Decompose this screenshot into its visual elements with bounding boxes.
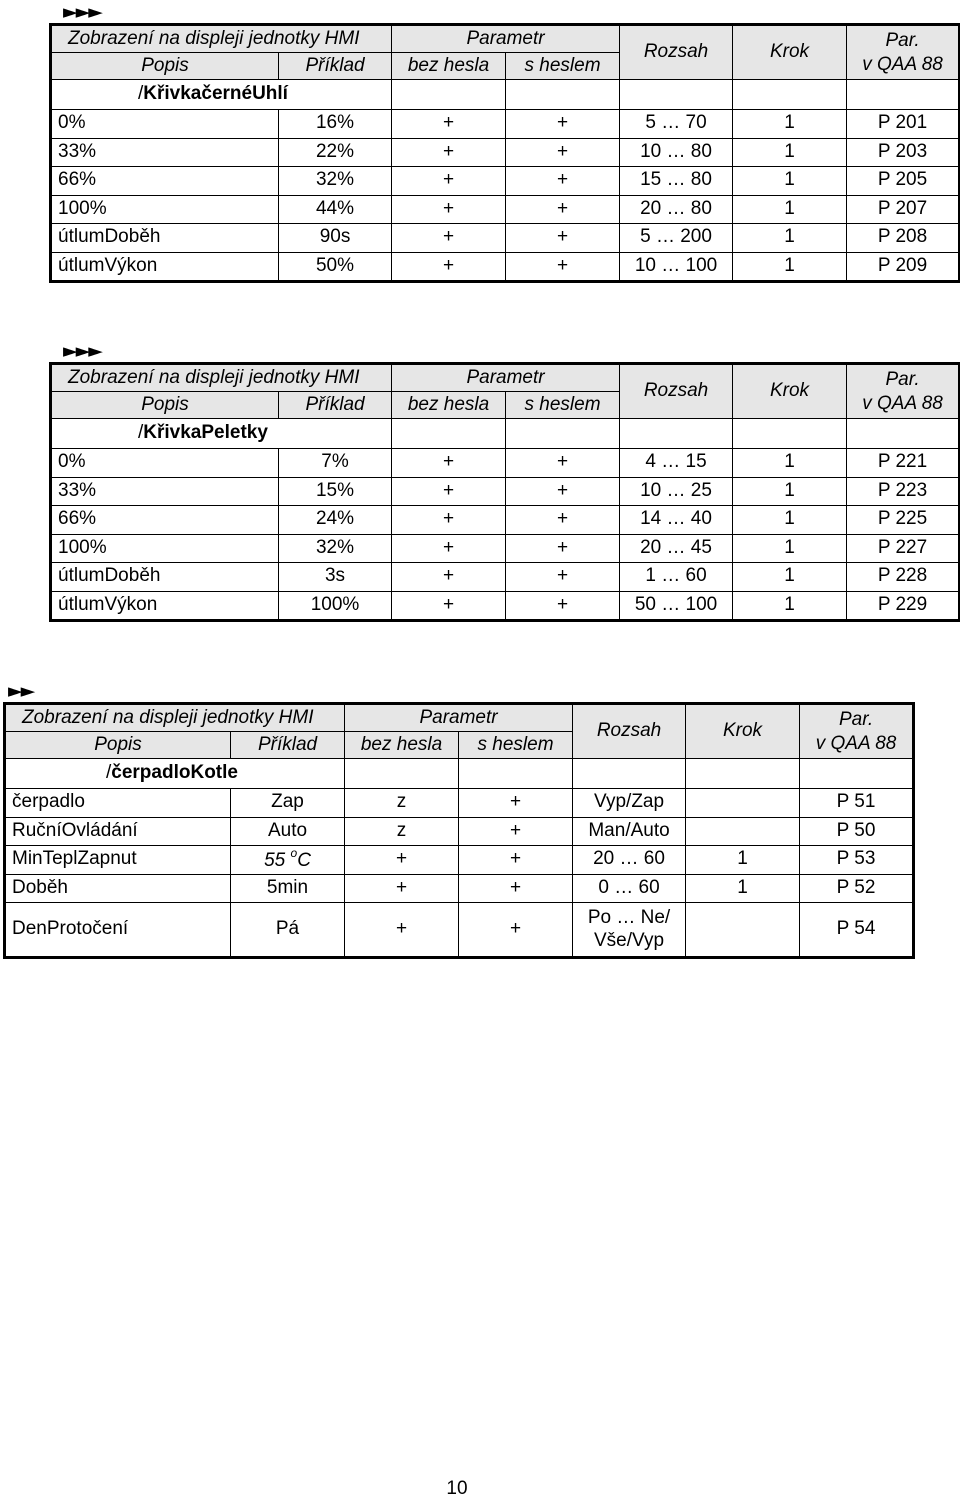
cell-bez-hesla: + [392, 110, 506, 139]
cell-rozsah: 20 … 60 [573, 846, 686, 875]
cell-par: P 203 [847, 138, 960, 167]
header-bez-hesla: bez hesla [345, 732, 459, 759]
cell-krok: 1 [733, 195, 847, 224]
header-s-heslem: s heslem [506, 392, 620, 419]
cell-priklad: 32% [279, 534, 392, 563]
cell-popis: 100% [51, 195, 279, 224]
header-par [800, 704, 914, 759]
section-arrows-1: ►►► [63, 1, 101, 23]
cell-s-heslem: + [506, 252, 620, 282]
cell-popis: 33% [51, 477, 279, 506]
cell-s-heslem: + [506, 110, 620, 139]
cell-bez-hesla: + [392, 477, 506, 506]
section-title [51, 419, 392, 449]
header-par [847, 364, 960, 419]
table-row [5, 817, 914, 846]
cell-s-heslem: + [506, 167, 620, 196]
cell-par: P 50 [800, 817, 914, 846]
cell-priklad: 24% [279, 506, 392, 535]
cell-par: P 51 [800, 789, 914, 818]
temp-unit: C [297, 850, 311, 872]
header-rozsah: Rozsah [573, 704, 686, 759]
cell-par: P 53 [800, 846, 914, 875]
section-arrows-3: ►► [8, 680, 34, 702]
section-title-prefix: / [106, 762, 112, 784]
degree-sign: o [290, 846, 298, 861]
cell-bez-hesla: + [392, 534, 506, 563]
table-row [51, 195, 960, 224]
table-row [5, 903, 914, 958]
cell-priklad: 100% [279, 591, 392, 621]
cell-bez-hesla: + [392, 195, 506, 224]
cell-popis: čerpadlo [5, 789, 231, 818]
header-par-line2: v QAA 88 [815, 732, 897, 754]
cell-rozsah: 5 … 200 [620, 224, 733, 253]
cell-popis: útlumDoběh [51, 224, 279, 253]
cell-rozsah: 10 … 80 [620, 138, 733, 167]
param-table-cerpadlo-kotle [3, 702, 915, 959]
table-row [5, 846, 914, 875]
header-priklad: Příklad [231, 732, 345, 759]
header-par-line1: Par. [838, 708, 874, 730]
header-display: Zobrazení na displeji jednotky HMI [5, 704, 345, 732]
cell-bez-hesla: + [392, 449, 506, 478]
cell-krok: 1 [733, 167, 847, 196]
cell-par: P 205 [847, 167, 960, 196]
header-rozsah: Rozsah [620, 25, 733, 80]
cell-s-heslem: + [506, 195, 620, 224]
cell-rozsah: 15 … 80 [620, 167, 733, 196]
range-line-1: Po … Ne/ [587, 906, 671, 928]
cell-popis: útlumVýkon [51, 591, 279, 621]
cell-krok: 1 [733, 449, 847, 478]
cell-krok: 1 [733, 138, 847, 167]
cell-s-heslem: + [506, 477, 620, 506]
cell-krok: 1 [733, 563, 847, 592]
header-par-line1: Par. [885, 29, 920, 51]
header-priklad: Příklad [279, 53, 392, 80]
cell-s-heslem: + [459, 846, 573, 875]
header-krok: Krok [733, 25, 847, 80]
cell-s-heslem: + [506, 534, 620, 563]
cell-krok: 1 [733, 110, 847, 139]
cell-s-heslem: + [459, 789, 573, 818]
cell-par: P 227 [847, 534, 960, 563]
table-row [51, 224, 960, 253]
header-bez-hesla: bez hesla [392, 53, 506, 80]
cell-bez-hesla: z [345, 789, 459, 818]
table-row [51, 591, 960, 621]
cell-rozsah: 50 … 100 [620, 591, 733, 621]
cell-priklad [231, 846, 345, 875]
cell-par: P 221 [847, 449, 960, 478]
cell-bez-hesla: + [392, 224, 506, 253]
cell-priklad: 50% [279, 252, 392, 282]
section-title-prefix: / [138, 83, 144, 105]
table-row [51, 534, 960, 563]
cell-priklad: 22% [279, 138, 392, 167]
cell-s-heslem: + [459, 817, 573, 846]
header-rozsah: Rozsah [620, 364, 733, 419]
header-popis: Popis [51, 53, 279, 80]
table-row [51, 138, 960, 167]
header-parametr: Parametr [392, 25, 620, 53]
cell-bez-hesla: + [392, 167, 506, 196]
cell-priklad: 44% [279, 195, 392, 224]
section-title [5, 759, 345, 789]
cell-krok: 1 [733, 252, 847, 282]
cell-s-heslem: + [506, 138, 620, 167]
temp-value: 55 [264, 850, 286, 872]
cell-priklad: Auto [231, 817, 345, 846]
cell-rozsah: 20 … 45 [620, 534, 733, 563]
cell-krok: 1 [686, 874, 800, 903]
param-table-krivka-cerne-uhli [49, 23, 960, 283]
cell-popis: DenProtočení [5, 903, 231, 958]
table-row [5, 874, 914, 903]
cell-popis: 66% [51, 167, 279, 196]
header-bez-hesla: bez hesla [392, 392, 506, 419]
cell-rozsah: 0 … 60 [573, 874, 686, 903]
cell-bez-hesla: + [345, 874, 459, 903]
cell-bez-hesla: + [392, 252, 506, 282]
section-title-text: čerpadloKotle [111, 762, 238, 784]
table-row [51, 563, 960, 592]
cell-bez-hesla: + [392, 506, 506, 535]
cell-rozsah: Man/Auto [573, 817, 686, 846]
cell-krok: 1 [733, 534, 847, 563]
header-s-heslem: s heslem [459, 732, 573, 759]
cell-priklad: Zap [231, 789, 345, 818]
header-popis: Popis [5, 732, 231, 759]
cell-popis: 33% [51, 138, 279, 167]
cell-par: P 209 [847, 252, 960, 282]
cell-bez-hesla: z [345, 817, 459, 846]
cell-s-heslem: + [506, 449, 620, 478]
section-arrows-2: ►►► [63, 340, 101, 362]
cell-par: P 52 [800, 874, 914, 903]
cell-krok: 1 [733, 506, 847, 535]
cell-priklad: 3s [279, 563, 392, 592]
cell-par: P 229 [847, 591, 960, 621]
cell-s-heslem: + [506, 591, 620, 621]
param-table-krivka-peletky [49, 362, 960, 622]
cell-s-heslem: + [506, 224, 620, 253]
cell-krok [686, 789, 800, 818]
cell-priklad: 90s [279, 224, 392, 253]
cell-bez-hesla: + [345, 846, 459, 875]
table-row [51, 506, 960, 535]
cell-krok: 1 [686, 846, 800, 875]
cell-bez-hesla: + [392, 591, 506, 621]
cell-bez-hesla: + [345, 903, 459, 958]
cell-rozsah: 10 … 100 [620, 252, 733, 282]
cell-priklad: 16% [279, 110, 392, 139]
cell-bez-hesla: + [392, 563, 506, 592]
cell-krok: 1 [733, 591, 847, 621]
cell-popis: 0% [51, 110, 279, 139]
cell-popis: Doběh [5, 874, 231, 903]
cell-rozsah: 10 … 25 [620, 477, 733, 506]
cell-krok: 1 [733, 477, 847, 506]
header-parametr: Parametr [392, 364, 620, 392]
cell-par: P 228 [847, 563, 960, 592]
cell-rozsah: Vyp/Zap [573, 789, 686, 818]
cell-krok [686, 817, 800, 846]
cell-rozsah [573, 903, 686, 958]
section-title-text: KřivkaPeletky [143, 422, 268, 444]
cell-popis: RučníOvládání [5, 817, 231, 846]
cell-s-heslem: + [506, 563, 620, 592]
cell-rozsah: 4 … 15 [620, 449, 733, 478]
cell-bez-hesla: + [392, 138, 506, 167]
header-par [847, 25, 960, 80]
cell-s-heslem: + [459, 903, 573, 958]
table-row [51, 477, 960, 506]
header-s-heslem: s heslem [506, 53, 620, 80]
table-row [51, 167, 960, 196]
header-display: Zobrazení na displeji jednotky HMI [51, 25, 392, 53]
cell-krok: 1 [733, 224, 847, 253]
cell-priklad: Pá [231, 903, 345, 958]
cell-rozsah: 1 … 60 [620, 563, 733, 592]
page-number: 10 [446, 1478, 468, 1499]
header-krok: Krok [733, 364, 847, 419]
cell-par: P 208 [847, 224, 960, 253]
cell-rozsah: 20 … 80 [620, 195, 733, 224]
cell-priklad: 7% [279, 449, 392, 478]
section-title [51, 80, 392, 110]
cell-popis: 0% [51, 449, 279, 478]
header-display: Zobrazení na displeji jednotky HMI [51, 364, 392, 392]
cell-popis: útlumVýkon [51, 252, 279, 282]
cell-priklad: 15% [279, 477, 392, 506]
range-line-2: Vše/Vyp [594, 929, 665, 951]
header-popis: Popis [51, 392, 279, 419]
table-row [51, 252, 960, 282]
section-title-text: KřivkačernéUhlí [143, 83, 288, 105]
header-par-line1: Par. [885, 368, 920, 390]
cell-rozsah: 14 … 40 [620, 506, 733, 535]
header-krok: Krok [686, 704, 800, 759]
header-priklad: Příklad [279, 392, 392, 419]
cell-par: P 207 [847, 195, 960, 224]
section-title-prefix: / [138, 422, 144, 444]
table-row [51, 449, 960, 478]
cell-rozsah: 5 … 70 [620, 110, 733, 139]
cell-s-heslem: + [459, 874, 573, 903]
cell-krok [686, 903, 800, 958]
cell-priklad: 32% [279, 167, 392, 196]
header-par-line2: v QAA 88 [862, 392, 943, 414]
cell-par: P 223 [847, 477, 960, 506]
cell-par: P 201 [847, 110, 960, 139]
header-parametr: Parametr [345, 704, 573, 732]
cell-popis: útlumDoběh [51, 563, 279, 592]
table-row [51, 110, 960, 139]
table-row [5, 789, 914, 818]
cell-par: P 54 [800, 903, 914, 958]
cell-popis: MinTeplZapnut [5, 846, 231, 875]
cell-par: P 225 [847, 506, 960, 535]
header-par-line2: v QAA 88 [862, 53, 943, 75]
cell-priklad: 5min [231, 874, 345, 903]
cell-popis: 100% [51, 534, 279, 563]
cell-popis: 66% [51, 506, 279, 535]
cell-s-heslem: + [506, 506, 620, 535]
